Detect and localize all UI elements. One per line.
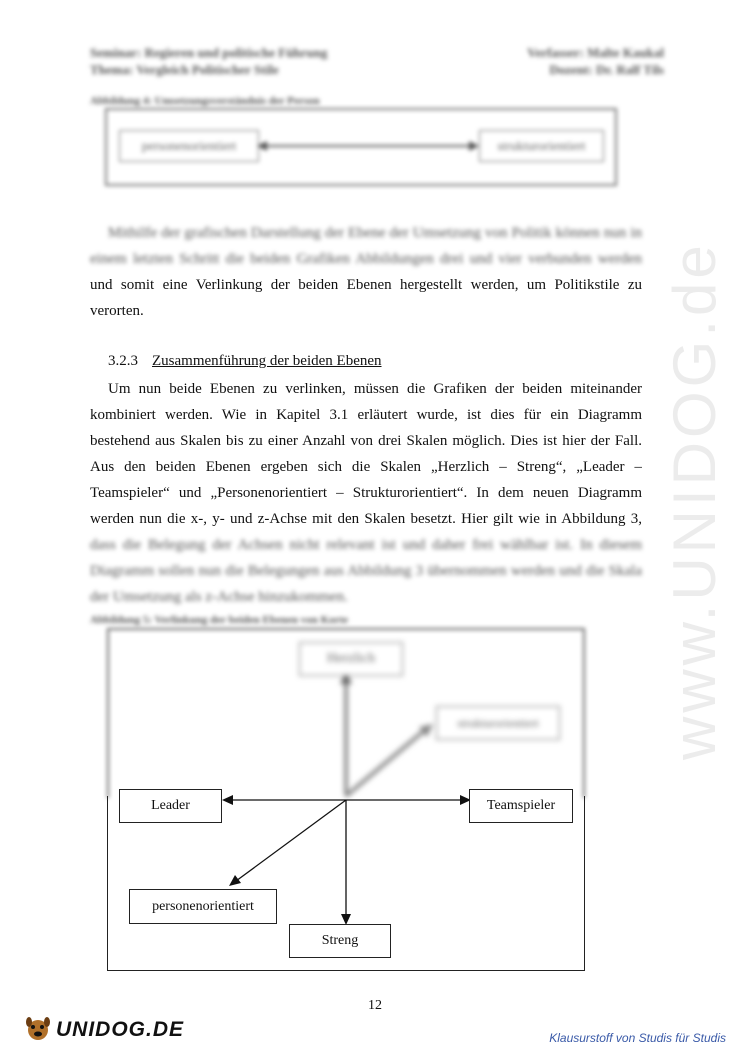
paragraph-2-line-6: werden nun die x-, y- und z-Achse mit den Skalen besetzt. Hier gilt wie in Abbildung 3,	[90, 511, 642, 527]
footer-tagline: Klausurstoff von Studis für Studis	[549, 1031, 726, 1045]
paragraph-2-line-9: der Umsetzung als z-Achse hinzukommen.	[90, 589, 348, 605]
page-number: 12	[368, 998, 382, 1013]
figure5-streng-box: Streng	[289, 924, 391, 958]
figure4-caption: Abbildung 4: Umsetzungsverständnis der Person	[90, 95, 320, 107]
header-topic: Thema: Vergleich Politischer Stile	[90, 62, 279, 77]
paragraph-1-line-4: verorten.	[90, 303, 144, 319]
header-lecturer: Dozent: Dr. Ralf Tils	[549, 62, 664, 77]
figure5-leader-box: Leader	[119, 789, 222, 823]
figure4-frame	[105, 108, 617, 186]
header-seminar: Seminar: Regieren und politische Führung	[90, 45, 328, 60]
paragraph-2-line-1: Um nun beide Ebenen zu verlinken, müssen die Grafiken der beiden miteinander	[108, 381, 642, 397]
watermark-text: www.UNIDOG.de	[661, 241, 728, 760]
figure5-teamspieler-box: Teamspieler	[469, 789, 573, 823]
header-author: Verfasser: Malte Kaukal	[527, 45, 664, 60]
unidog-logo[interactable]: UNIDOG.DE	[56, 1018, 185, 1041]
figure5-strukturorientiert-box: strukturorientiert	[436, 706, 560, 740]
paragraph-2-line-3: bestehend aus Skalen bis zu einer Anzahl von drei Skalen möglich. Dies ist hier der Fall.	[90, 433, 642, 449]
paragraph-2-line-5: Teamspieler“ und „Personenorientiert – Strukturorientiert“. In dem neuen Diagramm	[90, 485, 642, 501]
paragraph-1-line-2: einem letzten Schritt die beiden Grafiken Abbildungen drei und vier verbunden werden	[90, 251, 642, 267]
figure4-right-box: strukturorientiert	[479, 130, 604, 162]
section-title: Zusammenführung der beiden Ebenen	[152, 353, 382, 369]
paragraph-1-line-3: und somit eine Verlinkung der beiden Ebenen hergestellt werden, um Politikstile zu	[90, 277, 642, 293]
paragraph-2-line-8: Diagramm sollen nun die Belegungen aus Abbildung 3 übernommen werden und die Skala	[90, 563, 642, 579]
figure5-caption: Abbildung 5: Verlinkung der beiden Ebenen von Korte	[90, 614, 349, 626]
figure5-herzlich-box: Herzlich	[299, 642, 403, 676]
figure5-diagram	[107, 628, 585, 971]
figure4-arrow	[107, 110, 619, 188]
paragraph-2-line-7: dass die Belegung der Achsen nicht relevant ist und daher frei wählbar ist. In diesem	[90, 537, 642, 553]
paragraph-2-line-2: kombiniert werden. Wie in Kapitel 3.1 erläutert wurde, ist dies für ein Diagramm	[90, 407, 642, 423]
section-number: 3.2.3	[108, 353, 138, 369]
section-heading	[108, 353, 382, 370]
header-right	[527, 44, 664, 78]
figure4-left-box: personenorientiert	[119, 130, 259, 162]
paragraph-2-line-4: Aus den beiden Ebenen ergeben sich die Skalen „Herzlich – Streng“, „Leader –	[90, 459, 642, 475]
header-left	[90, 44, 327, 78]
paragraph-1-line-1: Mithilfe der grafischen Darstellung der Ebene der Umsetzung von Politik können nun in	[108, 225, 642, 241]
dog-icon	[24, 1014, 54, 1049]
figure5-personenorientiert-box: personenorientiert	[129, 889, 277, 924]
